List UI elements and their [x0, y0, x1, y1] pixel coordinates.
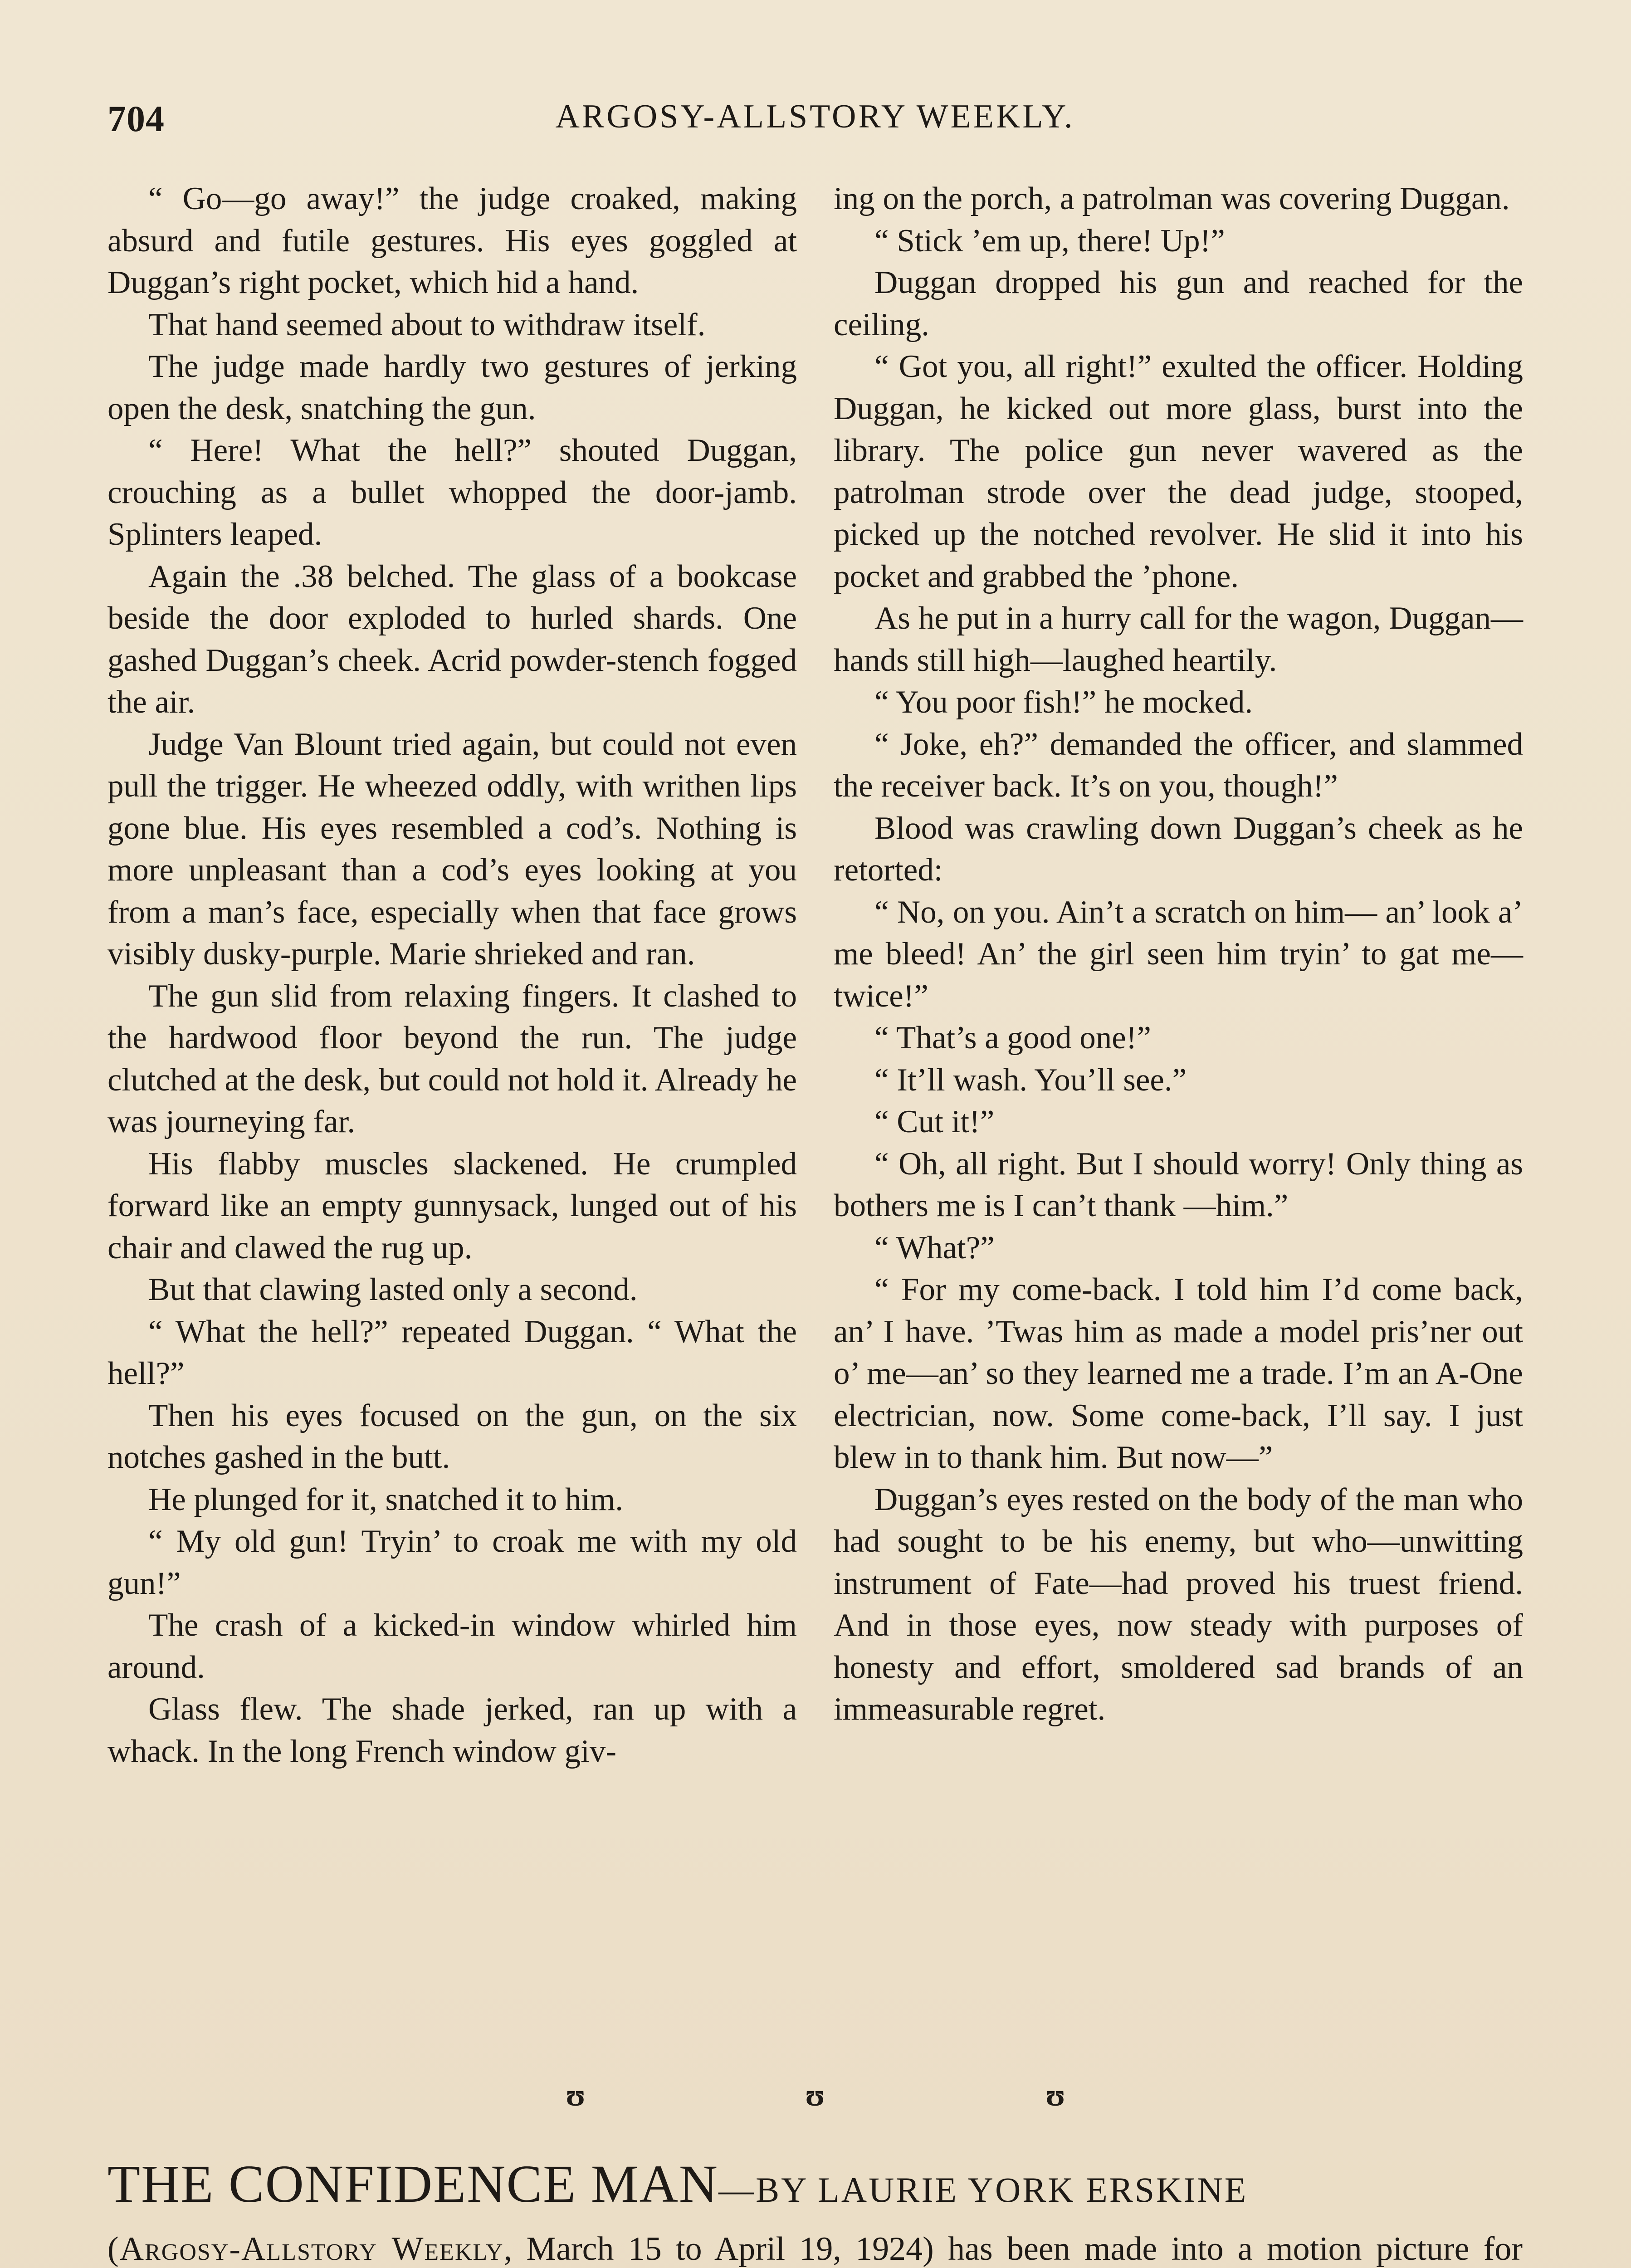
paragraph: His flabby muscles slackened. He crumpled forward like an empty gunnysack, lunged out of his chair and clawed the rug up.	[107, 1146, 797, 1266]
ornament-icon: ʊ	[805, 2078, 825, 2113]
paragraph: “ What the hell?” repeated Duggan. “ What the hell?”	[107, 1314, 797, 1391]
left-column	[107, 178, 797, 1772]
paragraph: “ No, on you. Ain’t a scratch on him— an’ look a’ me bleed! An’ the girl seen him tryin’ to gat me—twice!”	[834, 894, 1523, 1014]
ornament-icon: ʊ	[1045, 2078, 1065, 2113]
paragraph: ing on the porch, a patrolman was covering Duggan.	[834, 181, 1510, 216]
paragraph: “ That’s a good one!”	[874, 1020, 1151, 1056]
paragraph: He plunged for it, snatched it to him.	[148, 1481, 624, 1517]
paragraph: “ For my come-back. I told him I’d come back, an’ I have. ’Twas him as made a model pris’ner out o’ me—an’ so they learned me a trade. I’m an A-One electrician, now. Some come-back, I’ll say. I just blew in to thank him. But now—”	[834, 1272, 1523, 1475]
paragraph: “ Go—go away!” the judge croaked, making absurd and futile gestures. His eyes goggled at Duggan’s right pocket, which hid a hand.	[107, 181, 797, 300]
ornament-icon: ʊ	[566, 2078, 586, 2113]
paragraph: Blood was crawling down Duggan’s cheek as he retorted:	[834, 810, 1523, 888]
paragraph: The judge made hardly two gestures of jerking open the desk, snatching the gun.	[107, 349, 797, 426]
section-ornaments	[0, 2077, 1631, 2118]
paragraph: “ Here! What the hell?” shouted Duggan, crouching as a bullet whopped the door-jamb. Splinters leaped.	[107, 433, 797, 552]
paragraph: “ My old gun! Tryin’ to croak me with my old gun!”	[107, 1524, 797, 1601]
paragraph: “ Joke, eh?” demanded the officer, and slammed the receiver back. It’s on you, though!”	[834, 726, 1523, 804]
page-number: 704	[107, 98, 165, 139]
paragraph: As he put in a hurry call for the wagon, Duggan—hands still high—laughed heartily.	[834, 601, 1523, 678]
paragraph: But that clawing lasted only a second.	[148, 1272, 638, 1307]
paragraph: “ Stick ’em up, there! Up!”	[874, 223, 1225, 259]
notice-magazine: (Argosy-Allstory Weekly	[107, 2230, 504, 2268]
right-column	[834, 178, 1523, 1730]
paragraph: “ Got you, all right!” exulted the officer. Holding Duggan, he kicked out more glass, burst into the library. The police gun never wavered as the patrolman strode over the dead judge, stooped, picked up the notched revolver. He slid it into his pocket and grabbed the ’phone.	[834, 349, 1523, 594]
paragraph: That hand seemed about to withdraw itself.	[148, 307, 706, 342]
paragraph: “ You poor fish!” he mocked.	[874, 684, 1253, 720]
notice-body	[107, 2226, 1523, 2268]
notice-byline: —BY LAURIE YORK ERSKINE	[718, 2170, 1248, 2209]
film-notice	[107, 2152, 1523, 2268]
paragraph: The gun slid from relaxing fingers. It clashed to the hardwood floor beyond the run. The judge clutched at the desk, but could not hold it. Already he was journeying far.	[107, 978, 797, 1139]
notice-text: , March 15 to April 19, 1924) has been made into a motion picture for	[503, 2230, 1523, 2268]
paragraph: The crash of a kicked-in window whirled him around.	[107, 1608, 797, 1685]
notice-title: THE CONFIDENCE MAN	[107, 2154, 719, 2214]
paragraph: Then his eyes focused on the gun, on the six notches gashed in the butt.	[107, 1398, 797, 1475]
paragraph: “ It’ll wash. You’ll see.”	[874, 1062, 1187, 1098]
notice-heading	[107, 2152, 1523, 2222]
paragraph: Glass flew. The shade jerked, ran up with a whack. In the long French window giv-	[107, 1691, 797, 1769]
running-title: ARGOSY-ALLSTORY WEEKLY.	[555, 98, 1075, 135]
paragraph: “ What?”	[874, 1230, 995, 1266]
paragraph: “ Cut it!”	[874, 1104, 995, 1139]
paragraph: Duggan dropped his gun and reached for the ceiling.	[834, 265, 1523, 342]
paragraph: Again the .38 belched. The glass of a bookcase beside the door exploded to hurled shards. One gashed Duggan’s cheek. Acrid powder-stench fogged the air.	[107, 558, 797, 720]
paragraph: Duggan’s eyes rested on the body of the man who had sought to be his enemy, but who—unwitting instrument of Fate—had proved his truest friend. And in those eyes, now steady with purposes of honesty and effort, smoldered sad brands of an immeasurable regret.	[834, 1481, 1523, 1727]
page-header	[107, 98, 1523, 147]
paragraph: “ Oh, all right. But I should worry! Only thing as bothers me is I can’t thank —him.”	[834, 1146, 1523, 1223]
paragraph: Judge Van Blount tried again, but could not even pull the trigger. He wheezed oddly, with writhen lips gone blue. His eyes resembled a cod’s. Nothing is more unpleasant than a cod’s eyes looking at you from a man’s face, especially when that face grows visibly dusky-purple. Marie shrieked and ran.	[107, 726, 797, 972]
